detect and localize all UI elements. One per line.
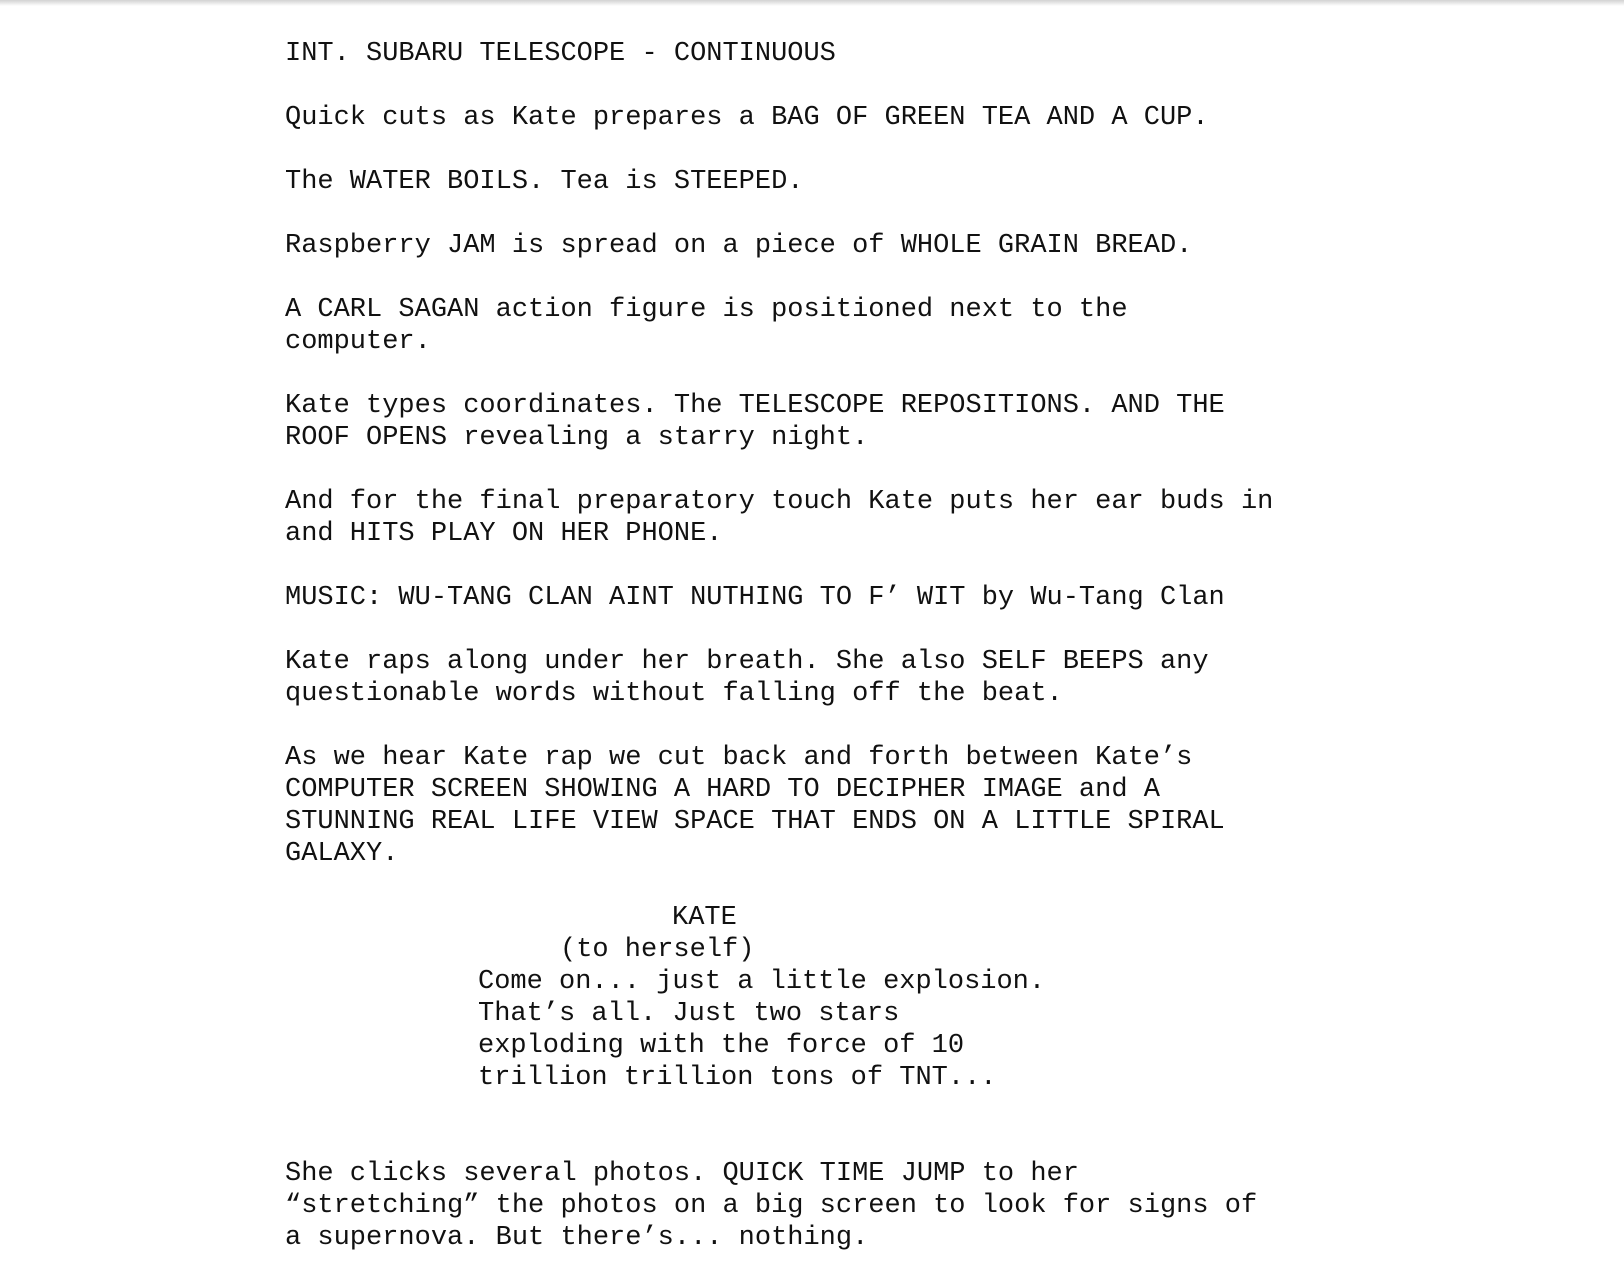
dialogue-line: trillion trillion tons of TNT... (478, 1063, 997, 1093)
action-line: “stretching” the photos on a big screen to look for signs of (285, 1191, 1258, 1221)
action-paragraph (285, 486, 1605, 550)
action-line: She clicks several photos. QUICK TIME JUMP to her (285, 1159, 1079, 1189)
dialogue-line: exploding with the force of 10 (478, 1031, 965, 1061)
page-top-edge (0, 0, 1624, 6)
action-line: Kate raps along under her breath. She also SELF BEEPS any (285, 647, 1209, 677)
action-paragraph (285, 166, 1605, 198)
action-line: As we hear Kate rap we cut back and forth between Kate’s (285, 743, 1193, 773)
action-line: a supernova. But there’s... nothing. (285, 1223, 869, 1253)
action-line: questionable words without falling off the beat. (285, 679, 1063, 709)
dialogue-block (285, 902, 1605, 1094)
action-line: Quick cuts as Kate prepares a BAG OF GREEN TEA AND A CUP. (285, 103, 1209, 133)
action-paragraph (285, 742, 1605, 870)
action-paragraph (285, 230, 1605, 262)
action-line: COMPUTER SCREEN SHOWING A HARD TO DECIPHER IMAGE and A (285, 775, 1160, 805)
action-line: STUNNING REAL LIFE VIEW SPACE THAT ENDS ON A LITTLE SPIRAL (285, 807, 1225, 837)
parenthetical: (to herself) (560, 935, 755, 965)
dialogue-line: That’s all. Just two stars (478, 999, 900, 1029)
scene-heading: INT. SUBARU TELESCOPE - CONTINUOUS (285, 39, 836, 69)
action-line: The WATER BOILS. Tea is STEEPED. (285, 167, 804, 197)
action-paragraph (285, 1158, 1605, 1254)
character-name: KATE (672, 903, 737, 933)
action-paragraph (285, 102, 1605, 134)
action-line: A CARL SAGAN action figure is positioned next to the (285, 295, 1128, 325)
action-paragraph (285, 390, 1605, 454)
action-line: GALAXY. (285, 839, 399, 869)
screenplay-body (285, 38, 1605, 1254)
action-line: and HITS PLAY ON HER PHONE. (285, 519, 723, 549)
dialogue-line: Come on... just a little explosion. (478, 967, 1046, 997)
action-line: Raspberry JAM is spread on a piece of WHOLE GRAIN BREAD. (285, 231, 1193, 261)
action-line: And for the final preparatory touch Kate puts her ear buds in (285, 487, 1274, 517)
action-paragraph (285, 646, 1605, 710)
action-line: Kate types coordinates. The TELESCOPE REPOSITIONS. AND THE (285, 391, 1225, 421)
action-line: ROOF OPENS revealing a starry night. (285, 423, 869, 453)
music-cue: MUSIC: WU-TANG CLAN AINT NUTHING TO F’ WIT by Wu-Tang Clan (285, 583, 1225, 613)
action-line: computer. (285, 327, 431, 357)
action-paragraph (285, 294, 1605, 358)
